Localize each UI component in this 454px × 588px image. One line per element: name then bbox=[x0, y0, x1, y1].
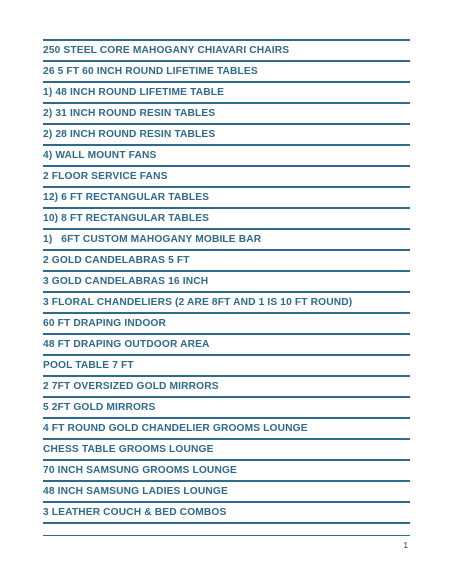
item-text: 60 FT DRAPING INDOOR bbox=[43, 318, 166, 330]
item-text: 2 FLOOR SERVICE FANS bbox=[43, 171, 168, 183]
item-text: 5 2FT GOLD MIRRORS bbox=[43, 402, 156, 414]
list-item bbox=[43, 62, 410, 83]
footer-divider bbox=[43, 535, 410, 536]
list-item bbox=[43, 167, 410, 188]
item-text: 48 INCH SAMSUNG LADIES LOUNGE bbox=[43, 486, 228, 498]
item-text: 48 FT DRAPING OUTDOOR AREA bbox=[43, 339, 210, 351]
item-text: 2 GOLD CANDELABRAS 5 FT bbox=[43, 255, 190, 267]
list-item bbox=[43, 356, 410, 377]
item-text: 26 5 FT 60 INCH ROUND LIFETIME TABLES bbox=[43, 66, 258, 78]
list-item bbox=[43, 230, 410, 251]
list-item bbox=[43, 188, 410, 209]
item-text: 70 INCH SAMSUNG GROOMS LOUNGE bbox=[43, 465, 237, 477]
list-item bbox=[43, 314, 410, 335]
list-item bbox=[43, 482, 410, 503]
list-item bbox=[43, 146, 410, 167]
inventory-list bbox=[43, 41, 410, 524]
item-text: 1) 48 INCH ROUND LIFETIME TABLE bbox=[43, 87, 225, 99]
item-text: 3 GOLD CANDELABRAS 16 INCH bbox=[43, 276, 209, 288]
item-text: 2) 31 INCH ROUND RESIN TABLES bbox=[43, 108, 216, 120]
list-item bbox=[43, 461, 410, 482]
list-item bbox=[43, 209, 410, 230]
item-text: 2) 28 INCH ROUND RESIN TABLES bbox=[43, 129, 216, 141]
item-text: 2 7FT OVERSIZED GOLD MIRRORS bbox=[43, 381, 219, 393]
list-item bbox=[43, 104, 410, 125]
list-item bbox=[43, 377, 410, 398]
list-item bbox=[43, 503, 410, 524]
item-text: 12) 6 FT RECTANGULAR TABLES bbox=[43, 192, 210, 204]
item-text: 3 FLORAL CHANDELIERS (2 ARE 8FT AND 1 IS 10 FT ROUND) bbox=[43, 297, 353, 309]
item-text: POOL TABLE 7 FT bbox=[43, 360, 134, 372]
item-text: 250 STEEL CORE MAHOGANY CHIAVARI CHAIRS bbox=[43, 45, 290, 57]
list-item bbox=[43, 272, 410, 293]
list-item bbox=[43, 440, 410, 461]
list-item bbox=[43, 83, 410, 104]
list-item bbox=[43, 335, 410, 356]
list-item bbox=[43, 398, 410, 419]
item-text: CHESS TABLE GROOMS LOUNGE bbox=[43, 444, 214, 456]
item-text: 1) 6FT CUSTOM MAHOGANY MOBILE BAR bbox=[43, 234, 262, 246]
page-number: 1 bbox=[403, 541, 408, 550]
list-item bbox=[43, 419, 410, 440]
list-item bbox=[43, 125, 410, 146]
list-item bbox=[43, 251, 410, 272]
item-text: 3 LEATHER COUCH & BED COMBOS bbox=[43, 507, 227, 519]
item-text: 4) WALL MOUNT FANS bbox=[43, 150, 157, 162]
item-text: 4 FT ROUND GOLD CHANDELIER GROOMS LOUNGE bbox=[43, 423, 308, 435]
item-text: 10) 8 FT RECTANGULAR TABLES bbox=[43, 213, 210, 225]
list-item bbox=[43, 293, 410, 314]
list-item bbox=[43, 41, 410, 62]
